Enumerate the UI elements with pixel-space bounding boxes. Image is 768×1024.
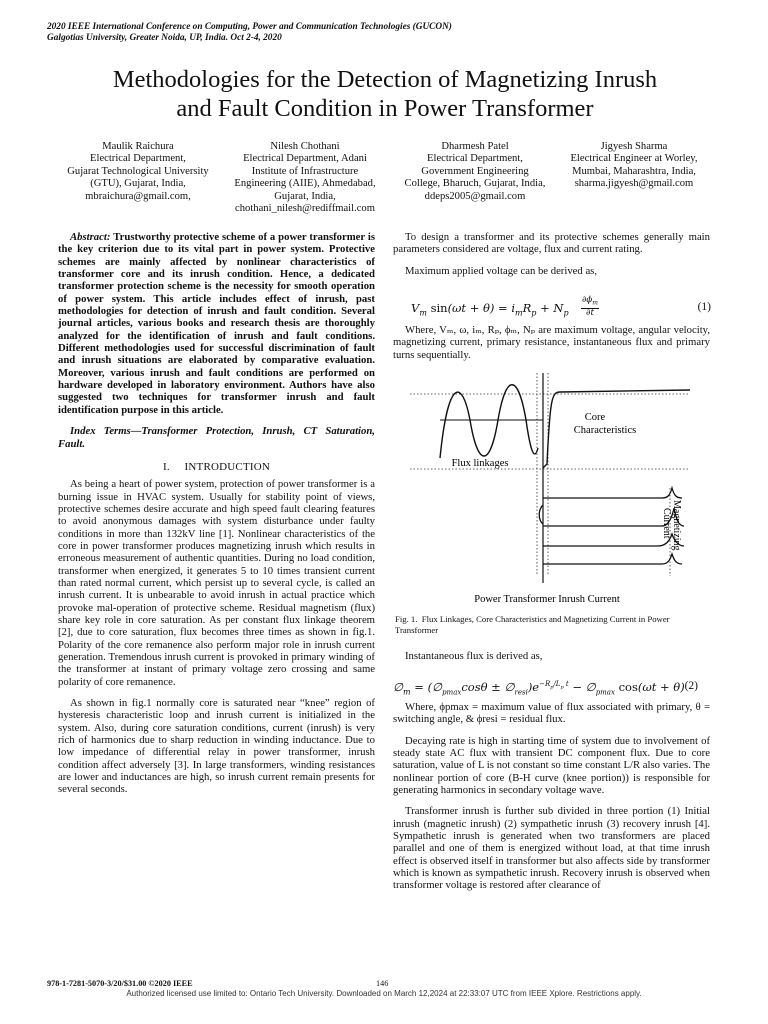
label-flux-linkages: Flux linkages [451, 458, 509, 469]
figure-1 [400, 368, 710, 608]
author-affiliation: Gujarat, India, [274, 190, 336, 202]
author-affiliation: Engineering (AIIE), Ahmedabad, [234, 178, 376, 190]
author-email: ddeps2005@gmail.com [424, 190, 526, 202]
author-affiliation: College, Bharuch, Gujarat, India, [404, 178, 546, 190]
index-terms-text: Transformer Protection, Inrush, CT Saturation, Fault. [58, 425, 375, 450]
page-number: 146 [376, 979, 389, 988]
author-name: Maulik Raichura [102, 141, 174, 152]
author-name: Nilesh Chothani [270, 141, 340, 152]
license-notice: Authorized licensed use limited to: Ontario Tech University. Downloaded on March 12,2024 at 22:33:07 UTC from IEEE Xplore. Restrictions apply. [126, 989, 642, 998]
label-bottom: Power Transformer Inrush Current [474, 594, 620, 605]
author-name: Jigyesh Sharma [600, 141, 668, 152]
author-email: chothani_nilesh@rediffmail.com [235, 203, 375, 215]
abstract-label: Abstract: [70, 231, 111, 243]
author-affiliation: Mumbai, Maharashtra, India, [572, 165, 696, 177]
right-column [393, 231, 710, 277]
label-current: Current [661, 508, 672, 539]
equation-2-number: (2) [684, 680, 698, 692]
author-affiliation: Electrical Department, Adani [243, 153, 367, 165]
title-line-1: Methodologies for the Detection of Magnetizing Inrush [112, 66, 658, 93]
author-block-4 [552, 141, 716, 191]
label-magnetizing: Magnetizing [671, 500, 682, 551]
paragraph: Decaying rate is high in starting time of system due to involvement of steady state AC flux with transient DC component flux. Due to core saturation, value of L is not constant so time constant L/R also varies. The nonlinear portion of core (B-H curve (knee portion)) is responsible for generating harmonics in secondary voltage wave. [393, 734, 710, 797]
right-column-cont [393, 324, 710, 361]
conference-line-1: 2020 IEEE International Conference on Computing, Power and Communication Technologies (GUCON) [47, 22, 452, 32]
title-line-2: and Fault Condition in Power Transformer [176, 95, 594, 122]
author-block-3 [385, 141, 565, 203]
left-column [58, 231, 375, 796]
index-terms [58, 425, 375, 450]
right-column-cont-2 [393, 650, 710, 662]
paragraph: Where, Vₘ, ω, iₘ, Rₚ, ϕₘ, Nₚ are maximum voltage, angular velocity, magnetizing current, primary resistance, instantaneous flux and primary turns sequentially. [393, 324, 710, 361]
author-email: mbraichura@gmail.com, [85, 190, 191, 202]
conference-line-2: Galgotias University, Greater Noida, UP, India. Oct 2-4, 2020 [47, 33, 282, 43]
paragraph: To design a transformer and its protective schemes generally main parameters considered are voltage, flux and current rating. [393, 231, 710, 256]
footer-isbn: 978-1-7281-5070-3/20/$31.00 ©2020 IEEE [47, 979, 193, 988]
equation-1-number: (1) [697, 301, 711, 313]
paragraph: Instantaneous flux is derived as, [405, 650, 543, 662]
paragraph: Maximum applied voltage can be derived as, [405, 264, 598, 277]
author-block-1 [48, 141, 228, 203]
author-email: sharma.jigyesh@gmail.com [574, 178, 694, 190]
author-affiliation: Electrical Department, [427, 153, 523, 165]
paragraph: As being a heart of power system, protection of power transformer is a burning issue in HVAC system. Usually for stability point of views, protective schemes desire accurate and high speed fault clearing features to avoid anonymous damages with system disturbance under faulty conditions in more than 132kV line [1]. Nonlinear characteristics of the core in power transformer produces magnetizing inrush which results in erroneous measurement of authentic quantities. During no load condition, transformer when energized, it generates 5 to 10 times transient current than rated normal current, which persist up to several cycle, is called an inrush current. It is unbearable to avoid inrush in actual practice which provoke mal-operation of protective scheme. Residual magnetism (flux) share key role in core saturation. As per constant flux linkage theorem [2], due to core saturation, flux becomes three times as shown in fig.1. Polarity of the core remanence also perform major role in inrush current generation. Tremendous inrush current is provoked in primary winding of the transformer at instant of primary voltage zero crossing and same polarity of core remanence. [58, 478, 375, 688]
author-name: Dharmesh Patel [441, 141, 509, 152]
equation-2: $\emptyset_m$ = ($\emptyset_{pmax}\cos\theta$ ± $\emptyset_{resi})e^{-R_p/L_p t}$ − $\emptyset_{pmax}$ cos(ωt + θ) (2) [393, 680, 698, 697]
index-terms-label: Index Terms— [70, 425, 142, 438]
flux-sine-wave [440, 385, 538, 458]
abstract-text: Trustworthy protective scheme of a power transformer is the key criterion due to its vital part in power system. Protective schemes are mainly affected by nonlinear characteristics of transformer core and its inrush condition. Hence, a dedicated transformer protection scheme is the necessity for smooth operation of power system. This article includes effect of inrush, past methodologies for detection of inrush and fault condition. Several journal articles, various books and research thesis are thoroughly analyzed for the identification of inrush and fault conditions. Different methodologies used for successful discrimination of fault and inrush situations are elaborated by comparative evaluation. Moreover, various inrush and fault conditions are performed on hardware developed in laboratory environment. Authors have also suggested two techniques for transformer inrush and fault identification purpose in this article. [58, 231, 375, 416]
figure-caption-text: Flux Linkages, Core Characteristics and Magnetizing Current in Power Transformer [395, 614, 670, 635]
author-affiliation: Electrical Engineer at Worley, [570, 153, 698, 165]
equation-1: $V_m$ $\sin(\omega t + \theta) = i_mR_p + N_p$ $\partial\phi_m$ ∂t (1) [411, 295, 711, 318]
label-core-1: Core [584, 412, 606, 423]
section-heading-introduction: I. INTRODUCTION [162, 460, 271, 473]
paragraph: As shown in fig.1 normally core is saturated near “knee” region of hysteresis characteristic loop and inrush current is initialized in the system. Also, during core saturation conditions, current (inrush) is very rich of harmonics due to sharp reduction in winding inductance. Due to low impedance of differential relay in power transformer, inrush condition affect adversely [3]. In large transformers, winding resistances are lower and inductances are high, so inrush current remain presents for several seconds. [58, 697, 375, 796]
author-affiliation: (GTU), Gujarat, India, [90, 178, 186, 190]
author-affiliation: Gujarat Technological University [67, 165, 209, 177]
author-affiliation: Government Engineering [421, 165, 529, 177]
paragraph: Where, ϕpmax = maximum value of flux associated with primary, θ = switching angle, & ϕresi = residual flux. [393, 701, 710, 726]
author-affiliation: Electrical Department, [90, 153, 186, 165]
paragraph: Transformer inrush is further sub divided in three portion (1) Initial inrush (magnetic inrush) (2) sympathetic inrush (3) recovery inrush [4]. Sympathetic inrush is generated when two transformers are placed parallel and one of them is energized without load, at that time inrush effect is observed itself in transformer but also affects side by transformer which is known as sympathetic inrush. Recovery inrush is observed when transformer voltage is restored after clearance of [393, 805, 710, 892]
author-block-2 [215, 141, 395, 215]
label-core-2: Characteristics [573, 425, 637, 436]
abstract [58, 231, 375, 416]
figure-caption-label: Fig. 1. [395, 614, 418, 624]
conference-header [47, 22, 452, 44]
figure-caption [395, 614, 710, 635]
right-column-cont-3 [393, 701, 710, 892]
paper-title [40, 65, 730, 123]
author-affiliation: Institute of Infrastructure [251, 165, 359, 177]
